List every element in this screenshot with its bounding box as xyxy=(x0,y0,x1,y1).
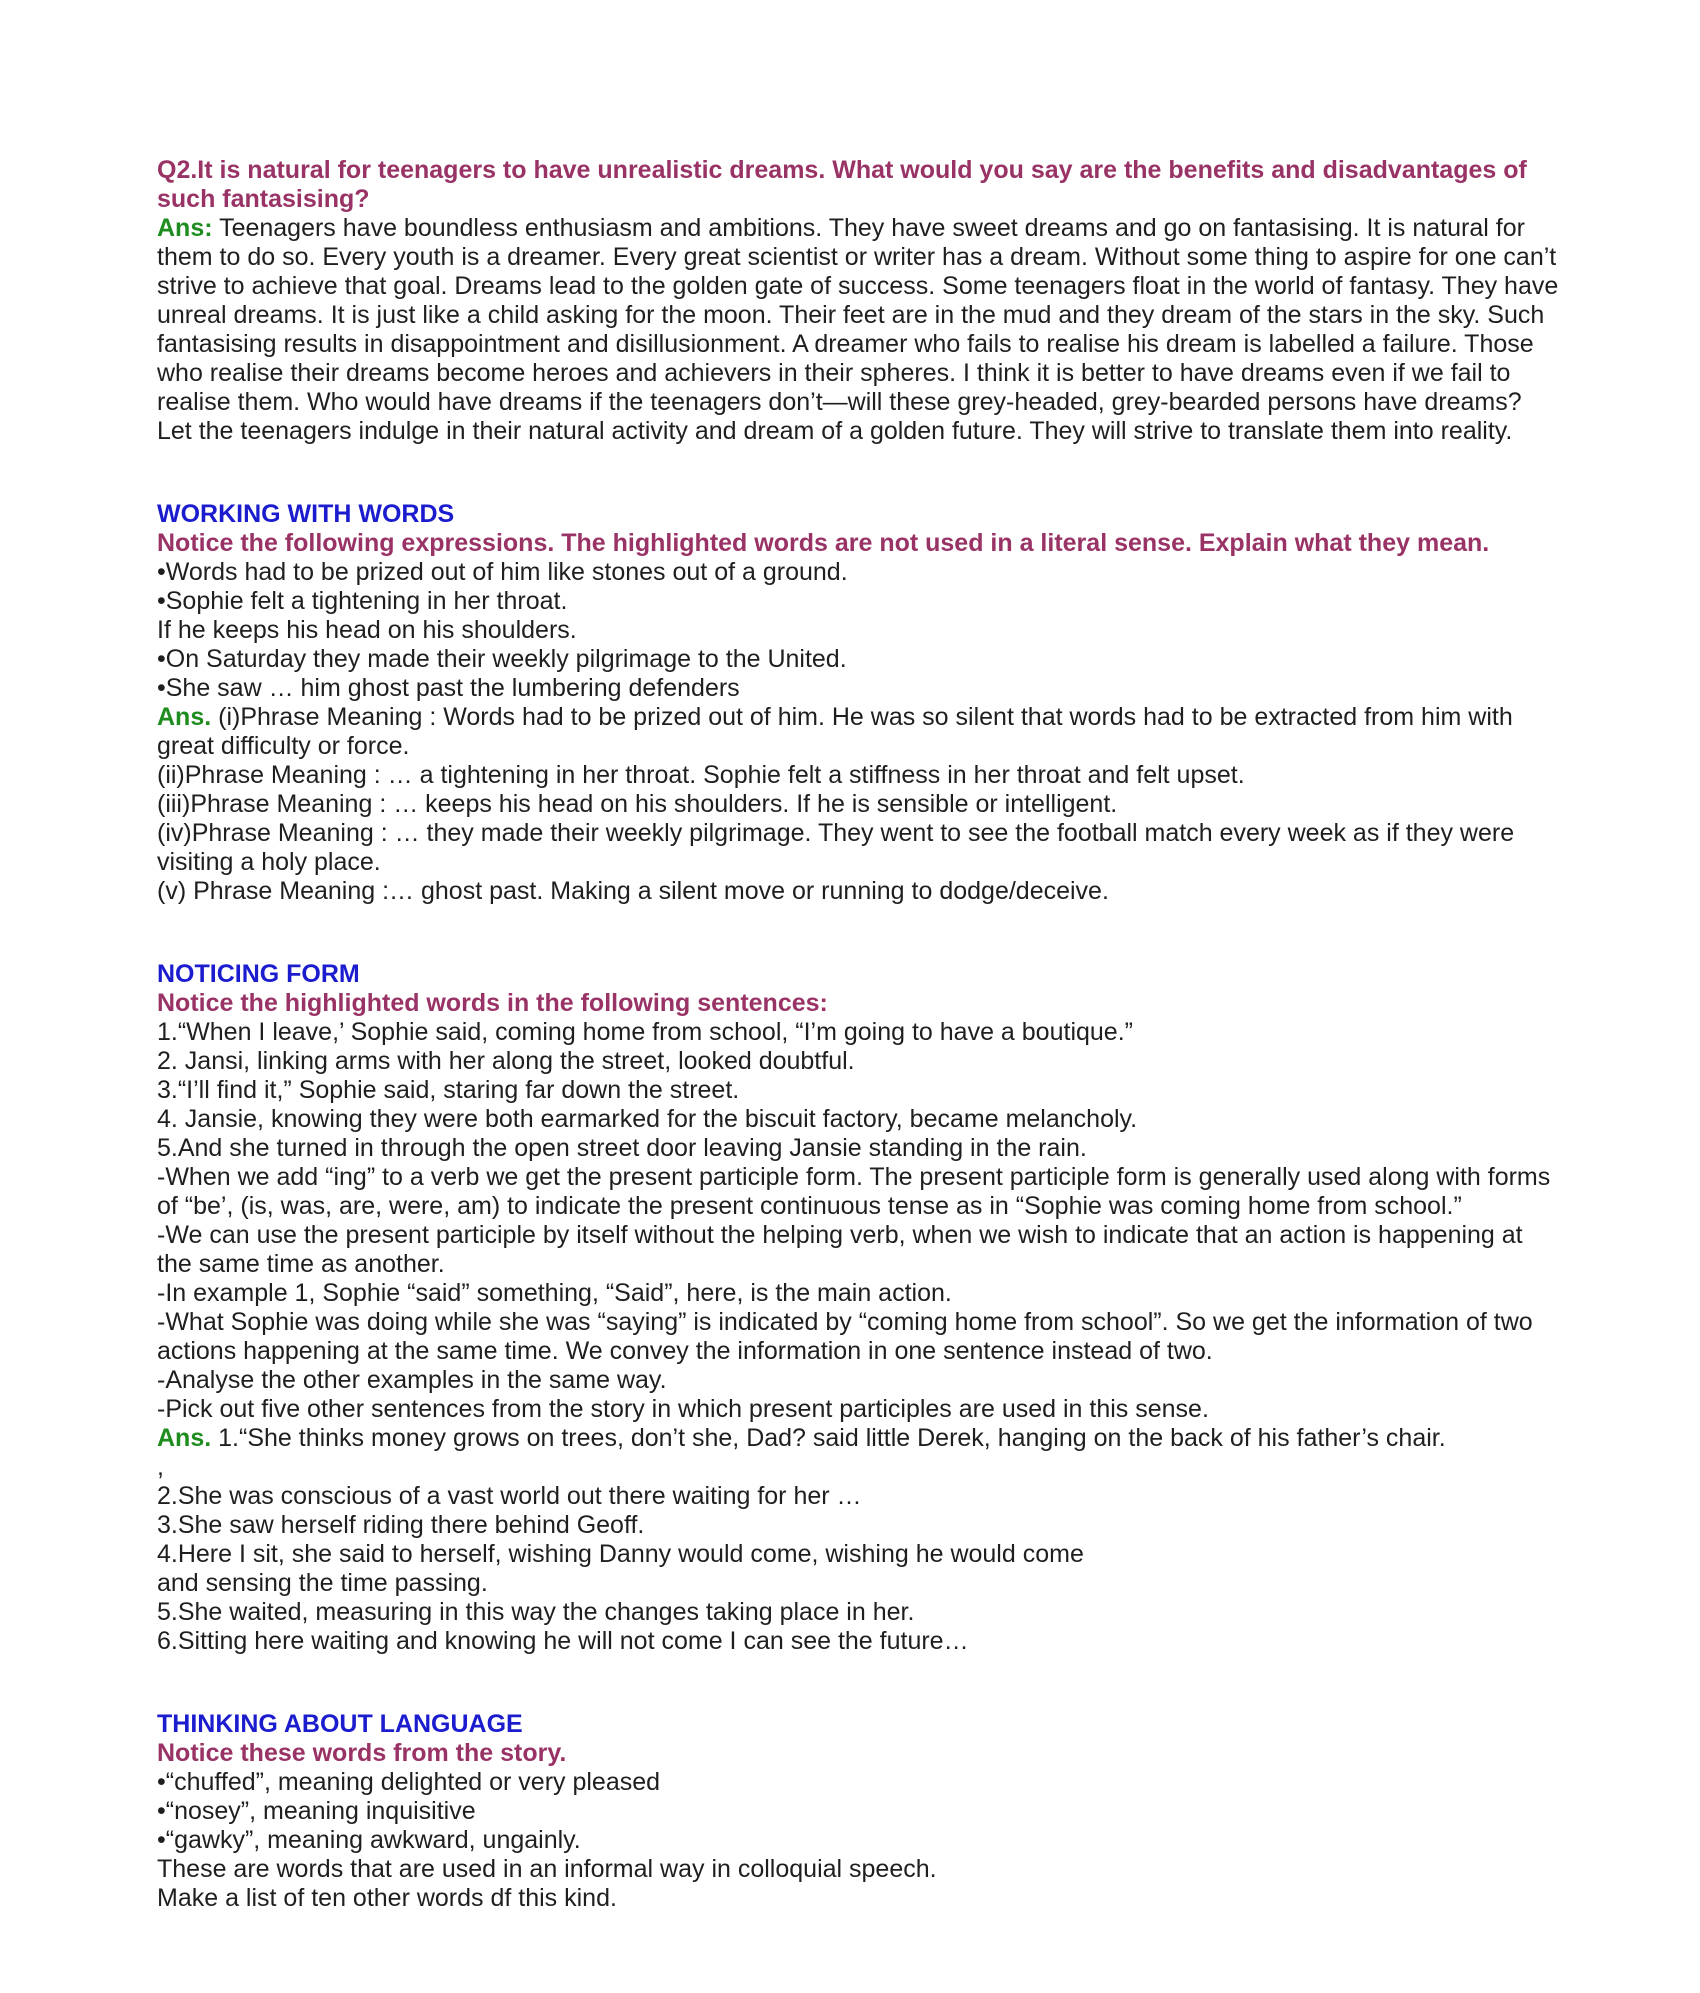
section-heading-thinking-about-language: THINKING ABOUT LANGUAGE xyxy=(157,1710,523,1738)
sentence-line: -Pick out five other sentences from the story in which present participles are used in this sense. xyxy=(157,1395,1209,1423)
word-list xyxy=(157,1768,1560,1913)
sentence-line: -Analyse the other examples in the same way. xyxy=(157,1366,667,1394)
thinking-about-language-instruction: Notice these words from the story. xyxy=(157,1739,567,1767)
question-heading: Q2.It is natural for teenagers to have unrealistic dreams. What would you say are the benefits and disadvantages of such fantasising? xyxy=(157,156,1527,213)
noticing-form-instruction: Notice the highlighted words in the following sentences: xyxy=(157,989,828,1017)
answer-text: (i)Phrase Meaning : Words had to be prized out of him. He was so silent that words had to be extracted from him with great difficulty or force. xyxy=(157,703,1513,760)
sentence-line: 4. Jansie, knowing they were both earmarked for the biscuit factory, became melancholy. xyxy=(157,1105,1138,1133)
sentence-line: -When we add “ing” to a verb we get the present participle form. The present participle form is generally used along with forms of “be’, (is, was, are, were, am) to indicate the present continuous tense as in “Sophie was coming home from school.” xyxy=(157,1163,1551,1220)
participle-example-line: 3.She saw herself riding there behind Geoff. xyxy=(157,1511,645,1539)
expression-line: •Sophie felt a tightening in her throat. xyxy=(157,587,568,615)
participle-example-line: 4.Here I sit, she said to herself, wishing Danny would come, wishing he would come xyxy=(157,1540,1084,1568)
phrase-meaning-line: (ii)Phrase Meaning : … a tightening in her throat. Sophie felt a stiffness in her throat and felt upset. xyxy=(157,761,1245,789)
sentence-line: 5.And she turned in through the open street door leaving Jansie standing in the rain. xyxy=(157,1134,1087,1162)
answer-text: 1.“She thinks money grows on trees, don’t she, Dad? said little Derek, hanging on the back of his father’s chair. xyxy=(218,1424,1446,1452)
sentence-line: 3.“I’ll find it,” Sophie said, staring far down the street. xyxy=(157,1076,740,1104)
phrase-meaning-line: (iv)Phrase Meaning : … they made their weekly pilgrimage. They went to see the football match every week as if they were visiting a holy place. xyxy=(157,819,1515,876)
word-line: •“nosey”, meaning inquisitive xyxy=(157,1797,476,1825)
expression-line: •Words had to be prized out of him like stones out of a ground. xyxy=(157,558,848,586)
answer-label: Ans. xyxy=(157,1424,212,1452)
sentence-line: -What Sophie was doing while she was “saying” is indicated by “coming home from school”. So we get the information of two actions happening at the same time. We convey the information in one sentence instead of two. xyxy=(157,1308,1533,1365)
sentence-line: -In example 1, Sophie “said” something, “Said”, here, is the main action. xyxy=(157,1279,952,1307)
answer-text: Teenagers have boundless enthusiasm and ambitions. They have sweet dreams and go on fantasising. It is natural for them to do so. Every youth is a dreamer. Every great scientist or writer has a dream. Without some thing to aspire for one can’t strive to achieve that goal. Dreams lead to the golden gate of success. Some teenagers float in the world of fantasy. They have unreal dreams. It is just like a child asking for the moon. Their feet are in the mud and they dream of the stars in the sky. Such fantasising results in disappointment and disillusionment. A dreamer who fails to realise his dream is labelled a failure. Those who realise their dreams become heroes and achievers in their spheres. I think it is better to have dreams even if we fail to realise them. Who would have dreams if the teenagers don’t—will these grey-headed, grey-bearded persons have dreams? Let the teenagers indulge in their natural activity and dream of a golden future. They will strive to translate them into reality. xyxy=(157,214,1559,445)
phrase-meaning-list xyxy=(157,761,1560,906)
participle-example-line: , xyxy=(157,1453,164,1481)
word-line: These are words that are used in an informal way in colloquial speech. xyxy=(157,1855,937,1883)
participle-example-list xyxy=(157,1453,1560,1656)
word-line: •“gawky”, meaning awkward, ungainly. xyxy=(157,1826,581,1854)
participle-example-line: 6.Sitting here waiting and knowing he will not come I can see the future… xyxy=(157,1627,969,1655)
participle-example-line: 2.She was conscious of a vast world out there waiting for her … xyxy=(157,1482,862,1510)
section-heading-noticing-form: NOTICING FORM xyxy=(157,960,360,988)
phrase-meaning-line: (iii)Phrase Meaning : … keeps his head on his shoulders. If he is sensible or intelligent. xyxy=(157,790,1118,818)
sentence-list xyxy=(157,1018,1560,1424)
working-with-words-instruction: Notice the following expressions. The highlighted words are not used in a literal sense. Explain what they mean. xyxy=(157,529,1490,557)
sentence-line: 1.“When I leave,’ Sophie said, coming home from school, “I’m going to have a boutique.” xyxy=(157,1018,1133,1046)
section-heading-working-with-words: WORKING WITH WORDS xyxy=(157,500,455,528)
participle-example-line: and sensing the time passing. xyxy=(157,1569,488,1597)
expression-line: •On Saturday they made their weekly pilgrimage to the United. xyxy=(157,645,847,673)
word-line: •“chuffed”, meaning delighted or very pleased xyxy=(157,1768,661,1796)
expression-line: •She saw … him ghost past the lumbering defenders xyxy=(157,674,740,702)
working-with-words-answer xyxy=(157,703,1560,761)
answer-label: Ans. xyxy=(157,703,212,731)
answer-label: Ans: xyxy=(157,214,213,242)
expression-list xyxy=(157,558,1560,703)
expression-line: If he keeps his head on his shoulders. xyxy=(157,616,577,644)
participle-example-line: 5.She waited, measuring in this way the changes taking place in her. xyxy=(157,1598,915,1626)
phrase-meaning-line: (v) Phrase Meaning :… ghost past. Making a silent move or running to dodge/deceive. xyxy=(157,877,1109,905)
sentence-line: 2. Jansi, linking arms with her along the street, looked doubtful. xyxy=(157,1047,855,1075)
sentence-line: -We can use the present participle by itself without the helping verb, when we wish to indicate that an action is happening at the same time as another. xyxy=(157,1221,1523,1278)
noticing-form-answer xyxy=(157,1424,1560,1453)
word-line: Make a list of ten other words df this kind. xyxy=(157,1884,617,1912)
question-answer xyxy=(157,214,1560,446)
